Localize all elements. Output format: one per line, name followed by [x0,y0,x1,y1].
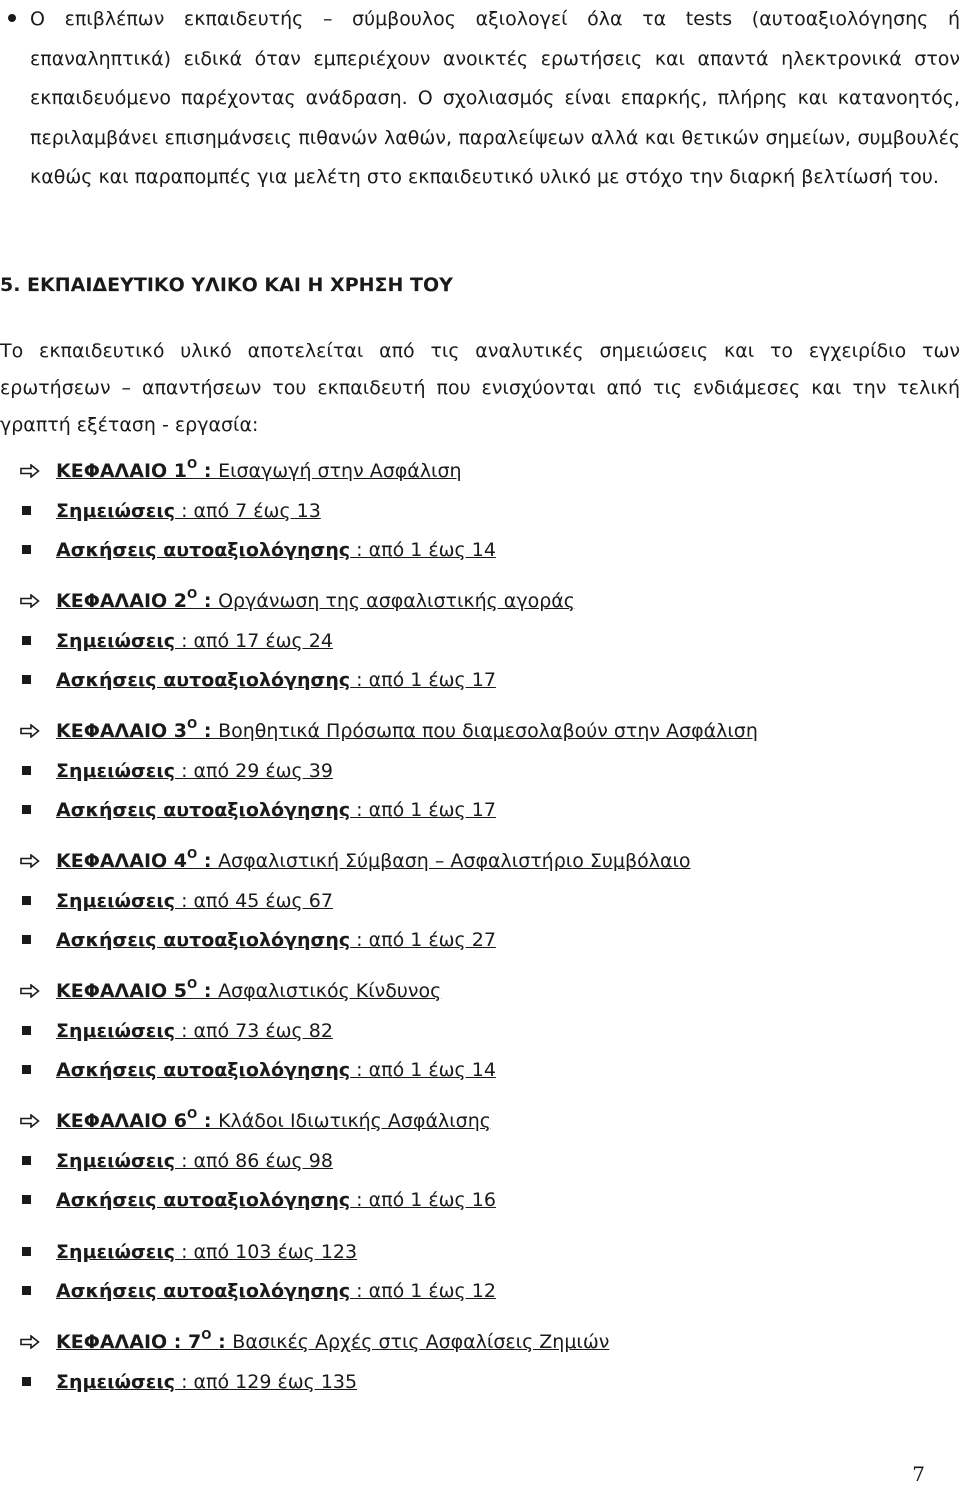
chapter-label: ΚΕΦΑΛΑΙΟ 2 [56,590,188,612]
page-range: : από 1 έως 12 [350,1280,496,1302]
page-range: : από 17 έως 24 [175,630,333,652]
intro-paragraph: Το εκπαιδευτικό υλικό αποτελείται από τις αναλυτικές σημειώσεις και το εγχειρίδιο των ερωτήσεων – απαντήσεων του εκπαιδευτή που ενισχύονται από τις ενδιάμεσες και την τελική γραπτή εξέταση - εργασία: [0,340,960,436]
notes-label: Σημειώσεις [56,500,176,522]
exercises-row [0,535,960,565]
outline-arrow-icon [20,1106,44,1136]
square-bullet-shape [22,1065,31,1074]
square-bullet-icon [20,626,44,656]
page-range: : από 129 έως 135 [175,1371,358,1393]
exercises-row [0,1276,960,1306]
notes-label: Σημειώσεις [56,760,176,782]
ordinal-superscript: Ο [187,1106,198,1121]
notes-row [0,886,960,916]
chapter-separator: : [197,850,219,872]
notes-label: Σημειώσεις [56,1241,176,1263]
chapter-label: ΚΕΦΑΛΑΙΟ 1 [56,460,188,482]
square-bullet-shape [22,1195,31,1204]
chapter-label: ΚΕΦΑΛΑΙΟ 5 [56,980,188,1002]
page-number: 7 [912,1462,925,1486]
square-bullet-shape [22,1026,31,1035]
square-bullet-icon [20,1185,44,1215]
chapter-title: Βασικές Αρχές στις Ασφαλίσεις Ζημιών [232,1331,610,1353]
ordinal-superscript: Ο [187,586,198,601]
square-bullet-shape [22,1286,31,1295]
notes-row [0,1237,960,1267]
square-bullet-icon [20,795,44,825]
outline-arrow-icon [20,1327,44,1357]
page-range: : από 1 έως 16 [350,1189,496,1211]
page-range: : από 7 έως 13 [175,500,321,522]
chapter-row [0,846,960,876]
notes-row [0,1016,960,1046]
chapter-title: Κλάδοι Ιδιωτικής Ασφάλισης [218,1110,491,1132]
exercises-row [0,795,960,825]
exercises-label: Ασκήσεις αυτοαξιολόγησης [56,539,351,561]
square-bullet-icon [20,665,44,695]
ordinal-superscript: Ο [201,1327,212,1342]
page-range: : από 103 έως 123 [175,1241,358,1263]
chapter-title: Εισαγωγή στην Ασφάλιση [218,460,462,482]
chapter-row [0,586,960,616]
exercises-row [0,665,960,695]
exercises-label: Ασκήσεις αυτοαξιολόγησης [56,799,351,821]
page-range: : από 86 έως 98 [175,1150,333,1172]
square-bullet-shape [22,1377,31,1386]
exercises-label: Ασκήσεις αυτοαξιολόγησης [56,929,351,951]
exercises-label: Ασκήσεις αυτοαξιολόγησης [56,1059,351,1081]
bullet-dot-icon [8,14,16,22]
page-range: : από 73 έως 82 [175,1020,333,1042]
chapter-title: Βοηθητικά Πρόσωπα που διαμεσολαβούν στην Ασφάλιση [218,720,758,742]
outline-arrow-icon [20,976,44,1006]
outline-arrow-icon [20,456,44,486]
square-bullet-icon [20,1276,44,1306]
ordinal-superscript: Ο [187,456,198,471]
page-range: : από 1 έως 27 [350,929,496,951]
chapter-label: ΚΕΦΑΛΑΙΟ : 7 [56,1331,202,1353]
chapter-title: Ασφαλιστικός Κίνδυνος [218,980,442,1002]
chapter-label: ΚΕΦΑΛΑΙΟ 6 [56,1110,188,1132]
exercises-label: Ασκήσεις αυτοαξιολόγησης [56,1280,351,1302]
square-bullet-icon [20,1367,44,1397]
notes-label: Σημειώσεις [56,890,176,912]
square-bullet-icon [20,886,44,916]
square-bullet-shape [22,506,31,515]
chapter-separator: : [211,1331,233,1353]
square-bullet-icon [20,1055,44,1085]
square-bullet-shape [22,636,31,645]
outline-arrow-icon [20,716,44,746]
chapter-title: Οργάνωση της ασφαλιστικής αγοράς [218,590,575,612]
notes-label: Σημειώσεις [56,630,176,652]
square-bullet-shape [22,675,31,684]
ordinal-superscript: Ο [187,846,198,861]
page-range: : από 45 έως 67 [175,890,333,912]
notes-row [0,756,960,786]
square-bullet-shape [22,1156,31,1165]
ordinal-superscript: Ο [187,716,198,731]
exercises-row [0,1185,960,1215]
square-bullet-icon [20,496,44,526]
outline-arrow-icon [20,586,44,616]
notes-row [0,496,960,526]
page-range: : από 1 έως 17 [350,799,496,821]
chapter-row [0,1327,960,1357]
notes-row [0,1146,960,1176]
square-bullet-icon [20,925,44,955]
page-range: : από 1 έως 14 [350,1059,496,1081]
chapter-label: ΚΕΦΑΛΑΙΟ 3 [56,720,188,742]
square-bullet-icon [20,1016,44,1046]
chapter-separator: : [197,1110,219,1132]
exercises-label: Ασκήσεις αυτοαξιολόγησης [56,1189,351,1211]
page-range: : από 1 έως 14 [350,539,496,561]
square-bullet-icon [20,535,44,565]
square-bullet-icon [20,756,44,786]
chapter-row [0,1106,960,1136]
notes-label: Σημειώσεις [56,1371,176,1393]
square-bullet-icon [20,1237,44,1267]
chapter-row [0,716,960,746]
bullet-paragraph-text: Ο επιβλέπων εκπαιδευτής – σύμβουλος αξιολογεί όλα τα tests (αυτοαξιολόγησης ή επαναληπτικά) ειδικά όταν εμπεριέχουν ανοικτές ερωτήσεις και απαντά ηλεκτρονικά στον εκπαιδευόμενο παρέχοντας ανάδραση. Ο σχολιασμός είναι επαρκής, πλήρης και κατανοητός, περιλαμβάνει επισημάνσεις πιθανών λαθών, παραλείψεων αλλά και θετικών σημείων, συμβουλές καθώς και παραπομπές για μελέτη στο εκπαιδευτικό υλικό με στόχο την διαρκή βελτίωσή του. [30,8,960,188]
exercises-row [0,925,960,955]
chapter-separator: : [197,590,219,612]
chapter-separator: : [197,460,219,482]
page-range: : από 1 έως 17 [350,669,496,691]
chapter-label: ΚΕΦΑΛΑΙΟ 4 [56,850,188,872]
square-bullet-shape [22,766,31,775]
exercises-row [0,1055,960,1085]
chapter-title: Ασφαλιστική Σύμβαση – Ασφαλιστήριο Συμβόλαιο [218,850,691,872]
notes-row [0,626,960,656]
evaluation-bullet-paragraph [30,0,960,198]
outline-arrow-icon [20,846,44,876]
chapter-row [0,456,960,486]
chapter-separator: : [197,980,219,1002]
exercises-label: Ασκήσεις αυτοαξιολόγησης [56,669,351,691]
notes-label: Σημειώσεις [56,1020,176,1042]
square-bullet-shape [22,1247,31,1256]
square-bullet-shape [22,545,31,554]
square-bullet-icon [20,1146,44,1176]
chapter-separator: : [197,720,219,742]
square-bullet-shape [22,935,31,944]
page-range: : από 29 έως 39 [175,760,333,782]
square-bullet-shape [22,805,31,814]
section-heading: 5. ΕΚΠΑΙΔΕΥΤΙΚΟ ΥΛΙΚΟ ΚΑΙ Η ΧΡΗΣΗ ΤΟΥ [0,274,453,296]
square-bullet-shape [22,896,31,905]
notes-label: Σημειώσεις [56,1150,176,1172]
ordinal-superscript: Ο [187,976,198,991]
notes-row [0,1367,960,1397]
chapter-row [0,976,960,1006]
